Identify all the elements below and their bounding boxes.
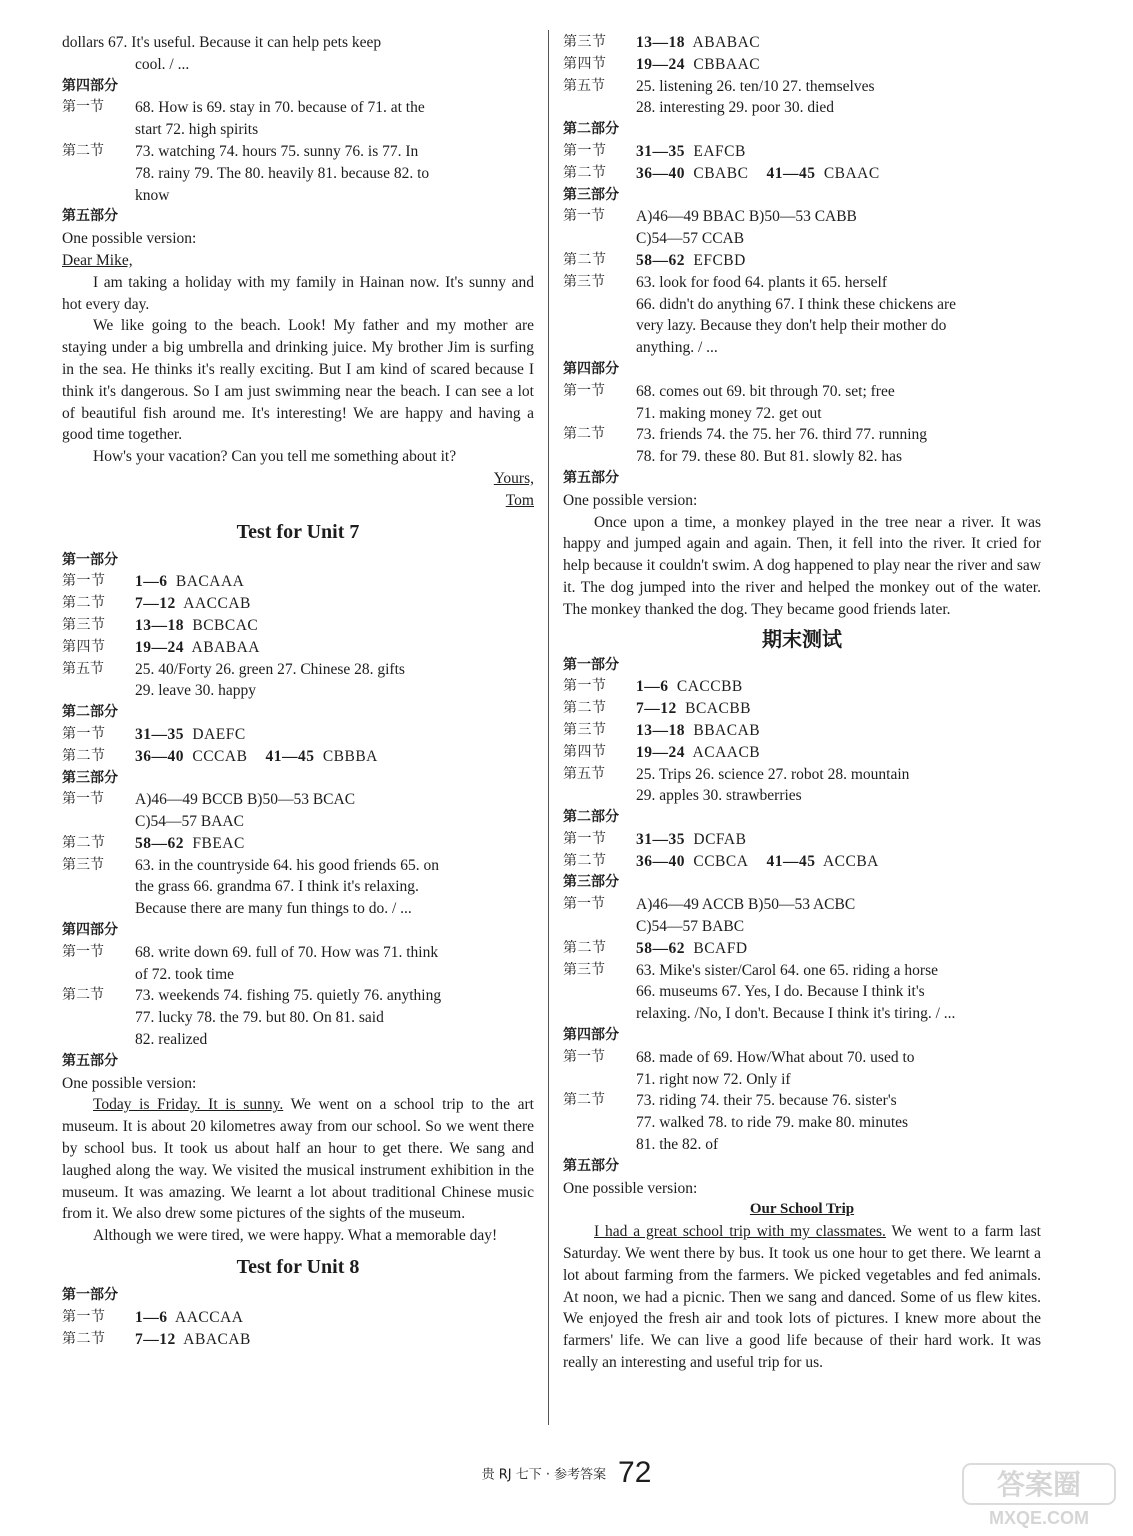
answer-line: 73. friends 74. the 75. her 76. third 77. running bbox=[636, 426, 928, 444]
answer-line: A)46—49 BBAC B)50—53 CABB bbox=[636, 208, 857, 226]
section-label: 第二节 bbox=[563, 700, 607, 717]
section-row bbox=[563, 894, 1041, 916]
answer-line: 78. rainy 79. The 80. heavily 81. because 82. to bbox=[135, 164, 430, 182]
essay-paragraph bbox=[563, 1221, 1041, 1374]
section-row bbox=[62, 615, 534, 637]
question-range: 41—45 bbox=[766, 852, 816, 870]
answer-line: A)46—49 ACCB B)50—53 ACBC bbox=[636, 896, 856, 914]
column-divider bbox=[548, 30, 549, 1425]
question-range: 7—12 bbox=[636, 700, 677, 718]
section-label: 第一节 bbox=[563, 678, 607, 695]
page-number: 72 bbox=[618, 1456, 652, 1489]
answer-key: CCCAB bbox=[192, 747, 248, 765]
section-label: 第一节 bbox=[563, 896, 605, 913]
answer-key: BCBCAC bbox=[192, 616, 259, 634]
part-heading: 第五部分 bbox=[563, 1157, 619, 1174]
part-heading: 第五部分 bbox=[62, 1052, 118, 1069]
answer-key: ABABAC bbox=[692, 34, 761, 51]
answer-line: 82. realized bbox=[135, 1031, 208, 1049]
answer-line: 78. for 79. these 80. But 81. slowly 82. has bbox=[636, 448, 903, 466]
section-row bbox=[62, 1329, 534, 1351]
section-row bbox=[62, 593, 534, 615]
part-heading: 第四部分 bbox=[563, 360, 619, 377]
part-heading: 第四部分 bbox=[62, 77, 118, 94]
section-label: 第二节 bbox=[563, 426, 605, 443]
answer-line: C)54—57 BAAC bbox=[135, 813, 244, 831]
section-row bbox=[563, 206, 1041, 228]
answer-line: anything. / ... bbox=[636, 339, 718, 357]
section-label: 第一节 bbox=[62, 1308, 106, 1325]
section-row bbox=[62, 637, 534, 659]
section-label: 第一节 bbox=[563, 382, 605, 399]
answer-line: 66. museums 67. Yes, I do. Because I think it's bbox=[636, 983, 925, 1001]
section-row bbox=[62, 659, 534, 681]
section-label: 第二节 bbox=[62, 595, 106, 612]
section-label: 第二节 bbox=[563, 1092, 605, 1109]
section-row bbox=[62, 833, 534, 855]
part-heading: 第三部分 bbox=[563, 874, 619, 891]
answer-line: A)46—49 BCCB B)50—53 BCAC bbox=[135, 791, 356, 809]
answer-key: ACAACB bbox=[692, 743, 761, 761]
section-row bbox=[563, 829, 1041, 851]
answer-line: 77. lucky 78. the 79. but 80. On 81. said bbox=[135, 1009, 384, 1027]
question-range: 58—62 bbox=[636, 251, 685, 269]
section-label: 第一节 bbox=[563, 830, 607, 847]
answer-line: 29. leave 30. happy bbox=[135, 682, 256, 700]
section-row bbox=[563, 676, 1041, 698]
section-label: 第二节 bbox=[563, 251, 607, 268]
section-row bbox=[62, 1307, 534, 1329]
section-row bbox=[62, 789, 534, 811]
watermark-text: 答案圈 bbox=[996, 1468, 1082, 1501]
essay-body: We went on a school trip to the art museum. It is about 20 kilometres away from our school. So we went there by school bus. It took us about half an hour to get there. We sang and laughed along the way. We visited the musical instrument exhibition in the museum. It was amazing. We learnt a lot about traditional Chinese music from it. We also drew some pictures of the sights of the museum. bbox=[62, 1096, 534, 1223]
section-label: 第一节 bbox=[563, 142, 607, 159]
question-range: 7—12 bbox=[135, 1330, 176, 1348]
answer-line: C)54—57 CCAB bbox=[636, 230, 745, 248]
answer-line: 73. watching 74. hours 75. sunny 76. is 77. In bbox=[135, 142, 419, 160]
answer-line: 73. riding 74. their 75. because 76. sister's bbox=[636, 1092, 897, 1110]
answer-key: CACCBB bbox=[676, 678, 743, 696]
answer-key: EFCBD bbox=[693, 251, 746, 269]
question-range: 1—6 bbox=[135, 1308, 168, 1326]
answer-line: C)54—57 BABC bbox=[636, 918, 745, 936]
essay-topic-sentence: Today is Friday. It is sunny. bbox=[93, 1096, 284, 1114]
version-intro: One possible version: bbox=[62, 1074, 197, 1092]
question-range: 31—35 bbox=[636, 830, 685, 848]
answer-line: very lazy. Because they don't help their mother do bbox=[636, 317, 947, 335]
part-heading: 第二部分 bbox=[62, 704, 118, 721]
section-row bbox=[563, 764, 1041, 786]
footer-label: 贵 RJ 七下 · 参考答案 bbox=[481, 1467, 607, 1483]
section-label: 第三节 bbox=[62, 616, 106, 633]
question-range: 13—18 bbox=[135, 616, 184, 634]
answer-key: CCBCA bbox=[693, 852, 749, 870]
right-column bbox=[563, 32, 1041, 1374]
answer-line: 25. 40/Forty 26. green 27. Chinese 28. gifts bbox=[135, 660, 405, 678]
letter-signature: Tom bbox=[505, 491, 534, 509]
answer-line: 66. didn't do anything 67. I think these chickens are bbox=[636, 295, 957, 313]
answer-line: 77. walked 78. to ride 79. make 80. minutes bbox=[636, 1114, 909, 1132]
section-row bbox=[563, 141, 1041, 163]
section-label: 第一节 bbox=[62, 943, 104, 960]
section-label: 第二节 bbox=[62, 1330, 106, 1347]
section-row bbox=[563, 250, 1041, 272]
section-label: 第四节 bbox=[563, 55, 607, 72]
section-row bbox=[62, 942, 534, 964]
section-row bbox=[62, 571, 534, 593]
part-heading: 第四部分 bbox=[62, 922, 118, 939]
answer-line: Because there are many fun things to do. / ... bbox=[135, 900, 412, 918]
answer-key: BCACBB bbox=[685, 700, 752, 718]
question-range: 31—35 bbox=[135, 725, 184, 743]
question-range: 58—62 bbox=[135, 834, 184, 852]
section-row bbox=[563, 272, 1041, 294]
answer-key: CBAAC bbox=[823, 164, 880, 182]
section-label: 第一节 bbox=[62, 99, 104, 116]
section-row bbox=[62, 141, 534, 163]
answer-key: AACCAA bbox=[175, 1308, 244, 1326]
section-row bbox=[563, 938, 1041, 960]
question-range: 19—24 bbox=[636, 55, 685, 73]
part-heading: 第五部分 bbox=[563, 469, 619, 486]
answer-line: start 72. high spirits bbox=[135, 121, 259, 139]
answer-line: 68. comes out 69. bit through 70. set; free bbox=[636, 382, 895, 400]
section-label: 第二节 bbox=[563, 939, 607, 956]
question-range: 7—12 bbox=[135, 595, 176, 613]
answer-line: 71. right now 72. Only if bbox=[636, 1070, 791, 1088]
section-label: 第二节 bbox=[62, 834, 106, 851]
essay-body: We went to a farm last Saturday. We went there by bus. It took us one hour to get there. We learnt a lot about farming from the farmers. We picked vegetables and fed animals. At noon, we had a picnic. Then we sang and danced. Some of us flew kites. We enjoyed the fresh air and took lots of pictures. I knew more about the farmers' life. We can live a good life because of their hard work. It was really an interesting and useful trip for us. bbox=[563, 1223, 1041, 1372]
answer-key: DCFAB bbox=[693, 830, 747, 848]
part-heading: 第五部分 bbox=[62, 208, 118, 225]
final-test-title: 期末测试 bbox=[762, 626, 842, 651]
answer-line: 68. made of 69. How/What about 70. used to bbox=[636, 1048, 915, 1066]
answer-line: relaxing. /No, I don't. Because I think it's tiring. / ... bbox=[636, 1005, 956, 1023]
essay-paragraph: How's your vacation? Can you tell me something about it? bbox=[93, 448, 457, 466]
answer-key: BACAAA bbox=[175, 573, 245, 591]
section-row bbox=[62, 746, 534, 768]
section-label: 第三节 bbox=[563, 961, 605, 978]
version-intro: One possible version: bbox=[62, 230, 197, 248]
answer-key: BBACAB bbox=[693, 721, 761, 739]
section-label: 第二节 bbox=[62, 747, 106, 764]
answer-line: 68. write down 69. full of 70. How was 71. think bbox=[135, 943, 439, 961]
question-range: 1—6 bbox=[636, 678, 669, 696]
answer-key: CBBAAC bbox=[693, 55, 761, 73]
question-range: 1—6 bbox=[135, 573, 168, 591]
answer-key: FBEAC bbox=[192, 834, 245, 852]
section-row bbox=[563, 720, 1041, 742]
answer-line: know bbox=[135, 186, 170, 204]
letter-greeting: Dear Mike, bbox=[62, 251, 133, 269]
version-intro: One possible version: bbox=[563, 1179, 698, 1197]
section-label: 第一节 bbox=[62, 725, 106, 742]
answer-line: 73. weekends 74. fishing 75. quietly 76. anything bbox=[135, 987, 442, 1005]
question-range: 13—18 bbox=[636, 34, 685, 51]
answer-line: 29. apples 30. strawberries bbox=[636, 787, 802, 805]
answer-line: the grass 66. grandma 67. I think it's relaxing. bbox=[135, 878, 419, 896]
section-row bbox=[563, 381, 1041, 403]
part-heading: 第四部分 bbox=[563, 1027, 619, 1044]
essay-paragraph: Although we were tired, we were happy. What a memorable day! bbox=[93, 1227, 498, 1245]
answer-key: CBBBA bbox=[322, 747, 378, 765]
essay-paragraph bbox=[62, 1094, 534, 1225]
section-row bbox=[563, 698, 1041, 720]
answer-line: 63. look for food 64. plants it 65. herself bbox=[636, 273, 887, 291]
section-label: 第二节 bbox=[563, 852, 607, 869]
question-range: 58—62 bbox=[636, 939, 685, 957]
section-row bbox=[563, 424, 1041, 446]
unit-title: Test for Unit 7 bbox=[236, 520, 360, 543]
section-row bbox=[563, 32, 1041, 54]
watermark-logo-icon bbox=[959, 1460, 1119, 1530]
answer-key: DAEFC bbox=[192, 725, 246, 743]
question-range: 36—40 bbox=[135, 747, 184, 765]
question-range: 36—40 bbox=[636, 852, 685, 870]
left-column bbox=[62, 32, 534, 1350]
section-label: 第五节 bbox=[563, 77, 605, 94]
unit-title: Test for Unit 8 bbox=[236, 1256, 360, 1279]
section-label: 第一节 bbox=[563, 208, 605, 225]
part-heading: 第二部分 bbox=[563, 809, 619, 826]
section-label: 第一节 bbox=[62, 791, 104, 808]
question-range: 36—40 bbox=[636, 164, 685, 182]
question-range: 41—45 bbox=[766, 164, 816, 182]
answer-key: ACCBA bbox=[822, 852, 879, 870]
section-label: 第三节 bbox=[62, 856, 104, 873]
section-label: 第二节 bbox=[563, 164, 607, 181]
carry-over-line: dollars 67. It's useful. Because it can help pets keep bbox=[62, 34, 382, 51]
section-label: 第二节 bbox=[62, 142, 104, 159]
watermark-url: MXQE.COM bbox=[988, 1508, 1090, 1528]
carry-over-line: cool. / ... bbox=[135, 55, 190, 73]
question-range: 19—24 bbox=[636, 743, 685, 761]
answer-key: CBABC bbox=[693, 164, 749, 182]
section-label: 第二节 bbox=[62, 987, 104, 1004]
letter-closing: Yours, bbox=[493, 469, 534, 487]
answer-key: ABABAA bbox=[191, 638, 260, 656]
part-heading: 第三部分 bbox=[563, 186, 619, 203]
section-label: 第三节 bbox=[563, 721, 607, 738]
section-label: 第一节 bbox=[563, 1048, 605, 1065]
answer-line: 25. Trips 26. science 27. robot 28. mountain bbox=[636, 765, 910, 783]
section-label: 第五节 bbox=[62, 660, 104, 677]
section-row bbox=[563, 851, 1041, 873]
answer-key: ABACAB bbox=[183, 1330, 251, 1348]
answer-key: EAFCB bbox=[693, 142, 746, 160]
section-row bbox=[62, 724, 534, 746]
section-row bbox=[563, 1090, 1041, 1112]
answer-key: BCAFD bbox=[693, 939, 748, 957]
section-label: 第五节 bbox=[563, 765, 605, 782]
answer-line: 25. listening 26. ten/10 27. themselves bbox=[636, 77, 875, 95]
question-range: 41—45 bbox=[265, 747, 315, 765]
essay-paragraph: I am taking a holiday with my family in Hainan now. It's sunny and hot every day. bbox=[62, 273, 534, 313]
section-row bbox=[563, 76, 1041, 98]
answer-line: of 72. took time bbox=[135, 965, 235, 983]
part-heading: 第一部分 bbox=[563, 656, 619, 673]
part-heading: 第一部分 bbox=[62, 1287, 118, 1304]
section-row bbox=[563, 54, 1041, 76]
essay-paragraph: Once upon a time, a monkey played in the tree near a river. It was happy and jumped again and again. Then, it fell into the river. It cried for help because it couldn't swim. A dog happened to play near the river and saw it. The dog jumped into the river and helped the monkey out of the water. The monkey thanked the dog. They became good friends later. bbox=[563, 513, 1041, 618]
section-row bbox=[62, 855, 534, 877]
section-label: 第三节 bbox=[563, 273, 605, 290]
part-heading: 第三部分 bbox=[62, 769, 118, 786]
part-heading: 第二部分 bbox=[563, 121, 619, 138]
answer-key: AACCAB bbox=[183, 595, 251, 613]
answer-line: 28. interesting 29. poor 30. died bbox=[636, 99, 835, 117]
answer-line: 63. in the countryside 64. his good friends 65. on bbox=[135, 856, 439, 874]
section-row bbox=[563, 742, 1041, 764]
section-label: 第四节 bbox=[563, 743, 607, 760]
answer-line: 68. How is 69. stay in 70. because of 71. at the bbox=[135, 99, 425, 117]
section-row bbox=[563, 163, 1041, 185]
essay-title: Our School Trip bbox=[749, 1201, 855, 1218]
section-row bbox=[62, 97, 534, 119]
essay-topic-sentence: I had a great school trip with my classmates. bbox=[594, 1223, 886, 1241]
section-label: 第三节 bbox=[563, 34, 607, 50]
question-range: 13—18 bbox=[636, 721, 685, 739]
answer-line: 71. making money 72. get out bbox=[636, 404, 822, 422]
version-intro: One possible version: bbox=[563, 491, 698, 509]
section-label: 第一节 bbox=[62, 573, 106, 590]
section-row bbox=[62, 985, 534, 1007]
answer-line: 81. the 82. of bbox=[636, 1136, 719, 1154]
question-range: 31—35 bbox=[636, 142, 685, 160]
section-row bbox=[563, 960, 1041, 982]
part-heading: 第一部分 bbox=[62, 551, 118, 568]
answer-line: 63. Mike's sister/Carol 64. one 65. riding a horse bbox=[636, 961, 938, 979]
essay-paragraph: We like going to the beach. Look! My father and my mother are staying under a big umbrella and drinking juice. My brother Jim is surfing in the sea. He thinks it's really exciting. But I am kind of scared because I think it's dangerous. So I am just swimming near the beach. I can see a lot of beautiful fish around me. It's interesting! We are happy and having a good time together. bbox=[62, 317, 534, 444]
question-range: 19—24 bbox=[135, 638, 184, 656]
section-row bbox=[563, 1047, 1041, 1069]
section-label: 第四节 bbox=[62, 638, 106, 655]
